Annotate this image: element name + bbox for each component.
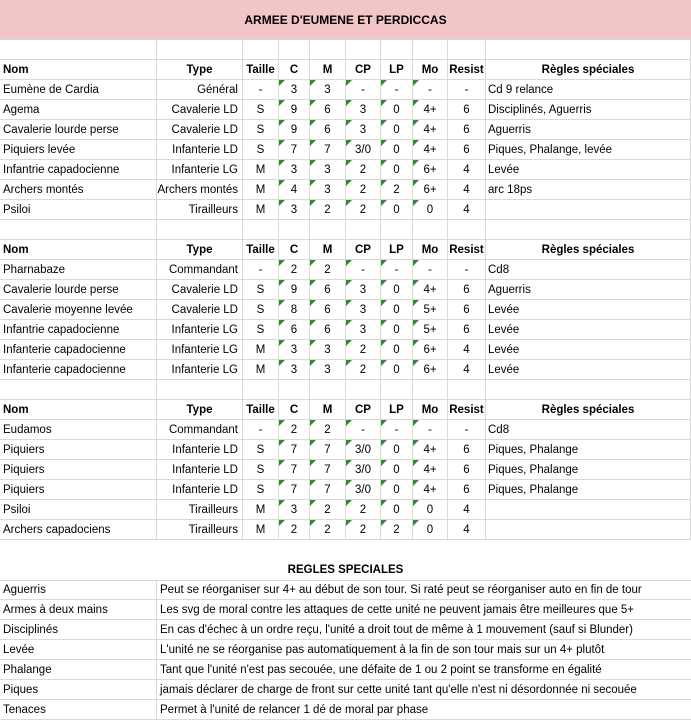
table-cell[interactable]: 6 (448, 320, 486, 340)
table-cell[interactable]: Infantrie capadocienne (0, 160, 157, 180)
table-cell[interactable]: Commandant (157, 420, 243, 440)
table-cell[interactable]: Infanterie LD (157, 140, 243, 160)
column-header: Resist (448, 240, 486, 260)
table-cell[interactable]: 7 (310, 440, 346, 460)
table-cell[interactable]: 6 (310, 300, 346, 320)
table-cell[interactable]: 6 (310, 280, 346, 300)
column-header: Mo (413, 400, 448, 420)
table-cell[interactable]: 4 (448, 500, 486, 520)
empty-cell[interactable] (486, 220, 691, 240)
table-cell[interactable]: 2 (346, 500, 381, 520)
table-cell[interactable]: 2 (310, 200, 346, 220)
table-cell[interactable] (486, 200, 691, 220)
table-cell[interactable]: 6+ (413, 340, 448, 360)
table-cell[interactable]: 0 (381, 320, 413, 340)
table-cell[interactable]: 0 (381, 500, 413, 520)
table-cell[interactable]: Infanterie LG (157, 320, 243, 340)
table-cell[interactable]: 0 (381, 140, 413, 160)
table-cell[interactable]: 3 (279, 340, 310, 360)
table-cell[interactable] (486, 500, 691, 520)
table-cell[interactable]: 4+ (413, 280, 448, 300)
table-cell[interactable]: Cavalerie moyenne levée (0, 300, 157, 320)
table-cell[interactable]: 3/0 (346, 140, 381, 160)
column-header: Règles spéciales (486, 60, 691, 80)
table-cell[interactable]: 6+ (413, 160, 448, 180)
table-cell[interactable]: Tirailleurs (157, 500, 243, 520)
table-cell[interactable]: 0 (381, 460, 413, 480)
empty-cell[interactable] (448, 220, 486, 240)
table-cell[interactable]: 2 (381, 520, 413, 540)
rule-text-cell[interactable]: Tant que l'unité n'est pas secouée, une défaite de 1 ou 2 point se transforme en égalité (157, 660, 691, 680)
column-header: Règles spéciales (486, 400, 691, 420)
rule-name-cell[interactable]: Levée (0, 640, 157, 660)
table-row (0, 300, 691, 320)
table-cell[interactable]: 3 (310, 80, 346, 100)
table-cell[interactable]: - (243, 80, 279, 100)
column-header: Mo (413, 240, 448, 260)
table-cell[interactable]: 7 (279, 440, 310, 460)
table-cell[interactable]: S (243, 320, 279, 340)
table-cell[interactable]: Aguerris (486, 120, 691, 140)
empty-cell[interactable] (310, 40, 346, 60)
column-header: C (279, 400, 310, 420)
table-cell[interactable]: 2 (310, 420, 346, 440)
table-cell[interactable]: 0 (381, 300, 413, 320)
empty-cell[interactable] (346, 40, 381, 60)
column-header: Taille (243, 240, 279, 260)
column-header: CP (346, 240, 381, 260)
table-cell[interactable]: Général (157, 80, 243, 100)
table-cell[interactable]: S (243, 280, 279, 300)
empty-cell[interactable] (279, 40, 310, 60)
table-cell[interactable]: Infanterie LG (157, 160, 243, 180)
table-cell[interactable]: 2 (346, 360, 381, 380)
table-cell[interactable]: 3/0 (346, 460, 381, 480)
table-row (0, 280, 691, 300)
table-cell[interactable]: - (448, 260, 486, 280)
table-row (0, 360, 691, 380)
rule-text-cell[interactable]: Peut se réorganiser sur 4+ au début de son tour. Si raté peut se réorganiser auto en fin de tour (157, 580, 691, 600)
table-cell[interactable]: 0 (381, 200, 413, 220)
table-cell[interactable]: Cavalerie lourde perse (0, 280, 157, 300)
column-header: M (310, 60, 346, 80)
table-cell[interactable]: 6 (448, 120, 486, 140)
rule-name-cell[interactable]: Tenaces (0, 700, 157, 720)
table-cell[interactable]: - (346, 80, 381, 100)
table-cell[interactable]: Piquiers levée (0, 140, 157, 160)
table-cell[interactable]: 0 (413, 200, 448, 220)
table-cell[interactable]: 2 (346, 520, 381, 540)
table-cell[interactable]: Archers montés (0, 180, 157, 200)
table-cell[interactable]: M (243, 360, 279, 380)
table-cell[interactable]: Cavalerie LD (157, 280, 243, 300)
column-header: LP (381, 240, 413, 260)
table-cell[interactable]: 0 (413, 520, 448, 540)
table-cell[interactable]: 3 (279, 200, 310, 220)
table-cell[interactable]: 2 (279, 520, 310, 540)
rule-name-cell[interactable]: Piques (0, 680, 157, 700)
table-cell[interactable]: S (243, 460, 279, 480)
table-cell[interactable]: 0 (381, 440, 413, 460)
table-cell[interactable]: M (243, 500, 279, 520)
table-cell[interactable]: Disciplinés, Aguerris (486, 100, 691, 120)
rule-text-cell[interactable]: jamais déclarer de charge de front sur cette unité tant qu'elle n'est ni désordonnée ni secouée (157, 680, 691, 700)
table-cell[interactable]: 7 (279, 140, 310, 160)
column-header-row (0, 400, 691, 420)
table-cell[interactable]: 5+ (413, 320, 448, 340)
table-row (0, 80, 691, 100)
table-cell[interactable]: 3 (310, 340, 346, 360)
column-header: CP (346, 60, 381, 80)
table-cell[interactable]: Levée (486, 160, 691, 180)
table-row (0, 160, 691, 180)
empty-cell[interactable] (0, 380, 157, 400)
table-row (0, 460, 691, 480)
table-cell[interactable]: 3 (310, 180, 346, 200)
column-header: Type (157, 240, 243, 260)
table-cell[interactable]: Piques, Phalange (486, 480, 691, 500)
table-cell[interactable]: Cavalerie LD (157, 100, 243, 120)
empty-cell[interactable] (0, 220, 157, 240)
table-cell[interactable]: 6+ (413, 180, 448, 200)
table-cell[interactable]: 2 (346, 160, 381, 180)
column-header: C (279, 60, 310, 80)
table-cell[interactable]: Infanterie capadocienne (0, 340, 157, 360)
table-cell[interactable]: M (243, 520, 279, 540)
table-cell[interactable]: - (413, 260, 448, 280)
empty-cell[interactable] (448, 380, 486, 400)
table-cell[interactable]: 3 (310, 360, 346, 380)
table-cell[interactable] (486, 520, 691, 540)
table-cell[interactable]: - (448, 420, 486, 440)
column-header-row (0, 240, 691, 260)
table-cell[interactable]: Eumène de Cardia (0, 80, 157, 100)
rule-text-cell[interactable]: En cas d'échec à un ordre reçu, l'unité a droit tout de même à 1 mouvement (sauf si Blunder) (157, 620, 691, 640)
table-row (0, 200, 691, 220)
table-row (0, 420, 691, 440)
table-cell[interactable]: - (381, 420, 413, 440)
table-cell[interactable]: 4+ (413, 100, 448, 120)
column-header: C (279, 240, 310, 260)
table-cell[interactable]: M (243, 200, 279, 220)
column-header: CP (346, 400, 381, 420)
table-cell[interactable]: 6 (279, 320, 310, 340)
empty-cell[interactable] (279, 380, 310, 400)
table-cell[interactable]: 2 (310, 260, 346, 280)
table-cell[interactable]: 2 (279, 420, 310, 440)
table-cell[interactable]: 6 (448, 480, 486, 500)
column-header: Nom (0, 400, 157, 420)
table-cell[interactable]: 6 (448, 300, 486, 320)
table-cell[interactable]: Tirailleurs (157, 520, 243, 540)
table-cell[interactable]: Infanterie LD (157, 480, 243, 500)
table-row (0, 180, 691, 200)
table-cell[interactable]: 6 (448, 140, 486, 160)
column-header: Règles spéciales (486, 240, 691, 260)
empty-cell[interactable] (279, 220, 310, 240)
table-cell[interactable]: 6 (310, 100, 346, 120)
table-cell[interactable]: 4 (448, 200, 486, 220)
column-header: LP (381, 400, 413, 420)
column-header: Type (157, 400, 243, 420)
empty-cell[interactable] (0, 40, 157, 60)
table-cell[interactable]: Infantrie capadocienne (0, 320, 157, 340)
table-cell[interactable]: 7 (279, 480, 310, 500)
table-cell[interactable]: 6 (448, 280, 486, 300)
column-header: M (310, 240, 346, 260)
table-cell[interactable]: Piquiers (0, 460, 157, 480)
table-cell[interactable]: Infanterie LG (157, 340, 243, 360)
table-cell[interactable]: Levée (486, 320, 691, 340)
table-cell[interactable]: 6 (448, 100, 486, 120)
table-cell[interactable]: 0 (381, 340, 413, 360)
table-cell[interactable]: M (243, 160, 279, 180)
table-cell[interactable]: 5+ (413, 300, 448, 320)
table-cell[interactable]: Infanterie capadocienne (0, 360, 157, 380)
table-cell[interactable]: 3 (279, 80, 310, 100)
empty-cell[interactable] (346, 380, 381, 400)
table-cell[interactable]: Cavalerie LD (157, 120, 243, 140)
empty-cell[interactable] (381, 380, 413, 400)
table-cell[interactable]: 7 (310, 460, 346, 480)
table-cell[interactable]: Cd8 (486, 260, 691, 280)
table-cell[interactable]: - (346, 260, 381, 280)
table-cell[interactable]: - (448, 80, 486, 100)
table-cell[interactable]: Archers capadociens (0, 520, 157, 540)
table-cell[interactable]: Cd 9 relance (486, 80, 691, 100)
table-cell[interactable]: Levée (486, 340, 691, 360)
table-cell[interactable]: Infanterie LG (157, 360, 243, 380)
table-cell[interactable]: 0 (381, 360, 413, 380)
table-row (0, 500, 691, 520)
table-cell[interactable]: Piques, Phalange (486, 440, 691, 460)
table-cell[interactable]: 3 (279, 360, 310, 380)
empty-cell[interactable] (157, 380, 243, 400)
table-cell[interactable]: 9 (279, 280, 310, 300)
empty-cell[interactable] (381, 40, 413, 60)
table-cell[interactable]: 7 (310, 480, 346, 500)
table-cell[interactable]: S (243, 100, 279, 120)
table-cell[interactable]: Psiloi (0, 500, 157, 520)
table-cell[interactable]: Psiloi (0, 200, 157, 220)
column-header-row (0, 60, 691, 80)
table-cell[interactable]: 0 (381, 480, 413, 500)
table-cell[interactable]: 3 (346, 280, 381, 300)
rule-name-cell[interactable]: Armes à deux mains (0, 600, 157, 620)
table-cell[interactable]: 2 (279, 260, 310, 280)
table-cell[interactable]: Aguerris (486, 280, 691, 300)
table-row (0, 100, 691, 120)
empty-cell[interactable] (243, 380, 279, 400)
table-cell[interactable]: Agema (0, 100, 157, 120)
table-cell[interactable]: 3 (279, 500, 310, 520)
table-cell[interactable]: Levée (486, 300, 691, 320)
table-cell[interactable]: Pharnabaze (0, 260, 157, 280)
table-cell[interactable]: Commandant (157, 260, 243, 280)
empty-cell[interactable] (346, 220, 381, 240)
table-cell[interactable]: - (346, 420, 381, 440)
table-row (0, 440, 691, 460)
rule-text-cell[interactable]: Permet à l'unité de relancer 1 dé de moral par phase (157, 700, 691, 720)
column-header: Resist (448, 60, 486, 80)
empty-cell[interactable] (486, 380, 691, 400)
column-header: LP (381, 60, 413, 80)
empty-cell[interactable] (243, 220, 279, 240)
empty-cell[interactable] (310, 380, 346, 400)
table-row (0, 260, 691, 280)
column-header: Mo (413, 60, 448, 80)
table-cell[interactable]: 6+ (413, 360, 448, 380)
rule-text-cell[interactable]: L'unité ne se réorganise pas automatiquement à la fin de son tour mais sur un 4+ plutôt (157, 640, 691, 660)
table-cell[interactable]: 7 (310, 140, 346, 160)
rule-text-cell[interactable]: Les svg de moral contre les attaques de cette unité ne peuvent jamais être meilleures que 5+ (157, 600, 691, 620)
table-cell[interactable]: Levée (486, 360, 691, 380)
table-row (0, 520, 691, 540)
table-row (0, 340, 691, 360)
table-cell[interactable]: 6 (310, 120, 346, 140)
table-cell[interactable]: S (243, 140, 279, 160)
table-cell[interactable]: 4 (279, 180, 310, 200)
table-cell[interactable]: 3/0 (346, 480, 381, 500)
table-cell[interactable]: arc 18ps (486, 180, 691, 200)
table-cell[interactable]: - (413, 80, 448, 100)
table-cell[interactable]: 8 (279, 300, 310, 320)
table-cell[interactable]: Cavalerie LD (157, 300, 243, 320)
table-cell[interactable]: Cd8 (486, 420, 691, 440)
blank-row (0, 220, 691, 240)
table-row (0, 320, 691, 340)
rule-name-cell[interactable]: Aguerris (0, 580, 157, 600)
table-cell[interactable]: 4 (448, 180, 486, 200)
column-header: Taille (243, 60, 279, 80)
table-cell[interactable]: - (243, 260, 279, 280)
empty-cell[interactable] (310, 220, 346, 240)
table-row (0, 140, 691, 160)
table-cell[interactable]: 9 (279, 100, 310, 120)
sheet-title: ARMEE D'EUMENE ET PERDICCAS (0, 0, 691, 40)
table-cell[interactable]: 9 (279, 120, 310, 140)
rules-title: REGLES SPECIALES (0, 560, 691, 581)
table-cell[interactable]: M (243, 180, 279, 200)
table-cell[interactable]: 3 (346, 300, 381, 320)
table-cell[interactable]: - (413, 420, 448, 440)
empty-cell[interactable] (381, 220, 413, 240)
table-cell[interactable]: 2 (310, 520, 346, 540)
table-cell[interactable]: 4+ (413, 480, 448, 500)
table-cell[interactable]: 6 (448, 460, 486, 480)
table-cell[interactable]: 3 (346, 120, 381, 140)
empty-cell[interactable] (243, 40, 279, 60)
column-header: Resist (448, 400, 486, 420)
table-cell[interactable]: S (243, 120, 279, 140)
empty-cell[interactable] (413, 380, 448, 400)
column-header: Nom (0, 240, 157, 260)
table-cell[interactable]: 2 (381, 180, 413, 200)
table-cell[interactable]: 3 (346, 100, 381, 120)
column-header: Type (157, 60, 243, 80)
table-cell[interactable]: 6 (448, 440, 486, 460)
table-cell[interactable]: Eudamos (0, 420, 157, 440)
empty-cell[interactable] (157, 40, 243, 60)
blank-row (0, 40, 691, 60)
table-cell[interactable]: 0 (381, 160, 413, 180)
table-cell[interactable]: S (243, 300, 279, 320)
table-cell[interactable]: 4 (448, 160, 486, 180)
table-cell[interactable]: 2 (346, 180, 381, 200)
table-cell[interactable]: S (243, 480, 279, 500)
table-cell[interactable]: Piques, Phalange, levée (486, 140, 691, 160)
table-cell[interactable]: Tirailleurs (157, 200, 243, 220)
table-cell[interactable]: 2 (346, 200, 381, 220)
table-cell[interactable]: 2 (310, 500, 346, 520)
table-cell[interactable]: Piques, Phalange (486, 460, 691, 480)
table-row (0, 480, 691, 500)
table-cell[interactable]: 3 (279, 160, 310, 180)
table-cell[interactable]: - (381, 80, 413, 100)
table-cell[interactable]: 6 (310, 320, 346, 340)
empty-cell[interactable] (413, 40, 448, 60)
table-cell[interactable]: 7 (279, 460, 310, 480)
table-cell[interactable]: 0 (381, 100, 413, 120)
table-cell[interactable]: 0 (381, 280, 413, 300)
table-cell[interactable]: 3/0 (346, 440, 381, 460)
table-cell[interactable]: 3 (310, 160, 346, 180)
empty-cell[interactable] (448, 40, 486, 60)
table-cell[interactable]: - (243, 420, 279, 440)
table-cell[interactable]: 4 (448, 340, 486, 360)
table-cell[interactable]: Piquiers (0, 480, 157, 500)
table-cell[interactable]: 4 (448, 360, 486, 380)
column-header: M (310, 400, 346, 420)
column-header: Taille (243, 400, 279, 420)
table-cell[interactable]: Infanterie LD (157, 440, 243, 460)
empty-cell[interactable] (157, 220, 243, 240)
table-cell[interactable]: 4+ (413, 440, 448, 460)
rule-name-cell[interactable]: Phalange (0, 660, 157, 680)
table-cell[interactable]: 4+ (413, 460, 448, 480)
table-cell[interactable]: 4+ (413, 120, 448, 140)
table-cell[interactable]: M (243, 340, 279, 360)
rule-name-cell[interactable]: Disciplinés (0, 620, 157, 640)
empty-cell[interactable] (413, 220, 448, 240)
table-cell[interactable]: 0 (381, 120, 413, 140)
table-cell[interactable]: Piquiers (0, 440, 157, 460)
table-cell[interactable]: - (381, 260, 413, 280)
empty-cell[interactable] (486, 40, 691, 60)
table-cell[interactable]: Cavalerie lourde perse (0, 120, 157, 140)
table-cell[interactable]: 2 (346, 340, 381, 360)
table-cell[interactable]: Archers montés (157, 180, 243, 200)
table-cell[interactable]: S (243, 440, 279, 460)
table-cell[interactable]: Infanterie LD (157, 460, 243, 480)
table-row (0, 120, 691, 140)
table-cell[interactable]: 0 (413, 500, 448, 520)
table-cell[interactable]: 4 (448, 520, 486, 540)
blank-row (0, 380, 691, 400)
table-cell[interactable]: 4+ (413, 140, 448, 160)
table-cell[interactable]: 3 (346, 320, 381, 340)
column-header: Nom (0, 60, 157, 80)
